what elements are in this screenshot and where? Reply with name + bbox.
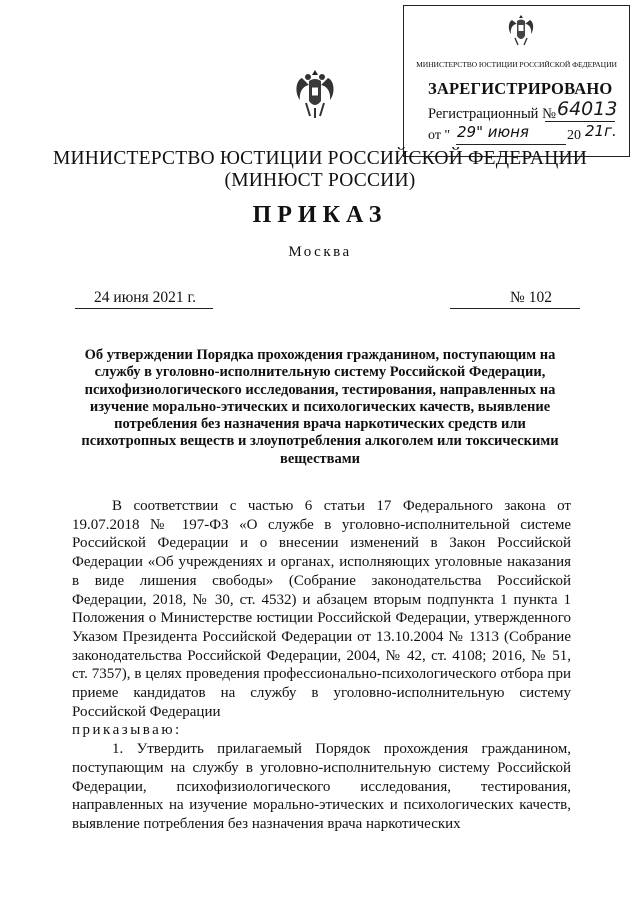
document-body <box>72 497 571 834</box>
ministry-abbreviation: (МИНЮСТ РОССИИ) <box>224 170 416 191</box>
stamp-ministry-name: МИНИСТЕРСТВО ЮСТИЦИИ РОССИЙСКОЙ ФЕДЕРАЦИИ <box>416 60 617 69</box>
stamp-date-value: 29" июня <box>457 123 529 141</box>
stamp-date-prefix: от " <box>428 128 451 143</box>
paragraph-item-1: 1. Утвердить прилагаемый Порядок прохождения гражданином, поступающим на службу в уголовно-исполнительную систему Российской Федерации, психофизиологического исследования, тестирования, направленных на изучение морально-этических и психологических качеств, выявление потребления без назначения врача наркотических <box>72 741 571 832</box>
order-number-underline <box>450 308 580 309</box>
order-directive: приказываю: <box>72 722 182 739</box>
stamp-year-prefix: 20 <box>567 128 581 143</box>
order-title: Об утверждении Порядка прохождения гражданином, поступающим на службу в уголовно-исполнительную систему Российской Федерации, психофизиологического исследования, тестирования, направленных на изучение морально-этических и психологических качеств, выявление потребления без назначения врача наркотических средств или психотропных веществ и злоупотребления алкоголем или токсическими веществами <box>81 347 559 467</box>
stamp-year-suffix: 21г. <box>585 122 617 140</box>
ministry-name: МИНИСТЕРСТВО ЮСТИЦИИ РОССИЙСКОЙ ФЕДЕРАЦИИ <box>52 148 588 169</box>
order-number: № 102 <box>510 289 552 306</box>
city: Москва <box>288 244 352 260</box>
order-date-underline <box>75 308 213 309</box>
stamp-date-line <box>456 144 566 145</box>
stamp-registration-label: Регистрационный № <box>428 106 556 122</box>
stamp-status: ЗАРЕГИСТРИРОВАНО <box>428 79 613 98</box>
stamp-registration-number: 64013 <box>557 98 618 120</box>
paragraph-preamble: В соответствии с частью 6 статьи 17 Федерального закона от 19.07.2018 № 197-ФЗ «О службе в уголовно-исполнительной системе Российской Федерации и о внесении изменений в Закон Российской Федерации «Об учреждениях и органах, исполняющих уголовные наказания в виде лишения свободы» (Собрание законодательства Российской Федерации, 2018, № 30, ст. 4532) и абзацем вторым подпункта 1 пункта 1 Положения о Министерстве юстиции Российской Федерации, утвержденного Указом Президента Российской Федерации от 13.10.2004 № 1313 (Собрание законодательства Российской Федерации, 2004, № 42, ст. 4108; 2016, № 51, ст. 7357), в целях проведения профессионально-психологического отбора при приеме кандидатов на службу в уголовно-исполнительную систему Российской Федерации <box>72 498 571 720</box>
coat-of-arms-icon <box>293 68 337 120</box>
document-type: ПРИКАЗ <box>252 202 388 228</box>
coat-of-arms-icon <box>506 12 536 48</box>
order-date: 24 июня 2021 г. <box>94 289 196 306</box>
